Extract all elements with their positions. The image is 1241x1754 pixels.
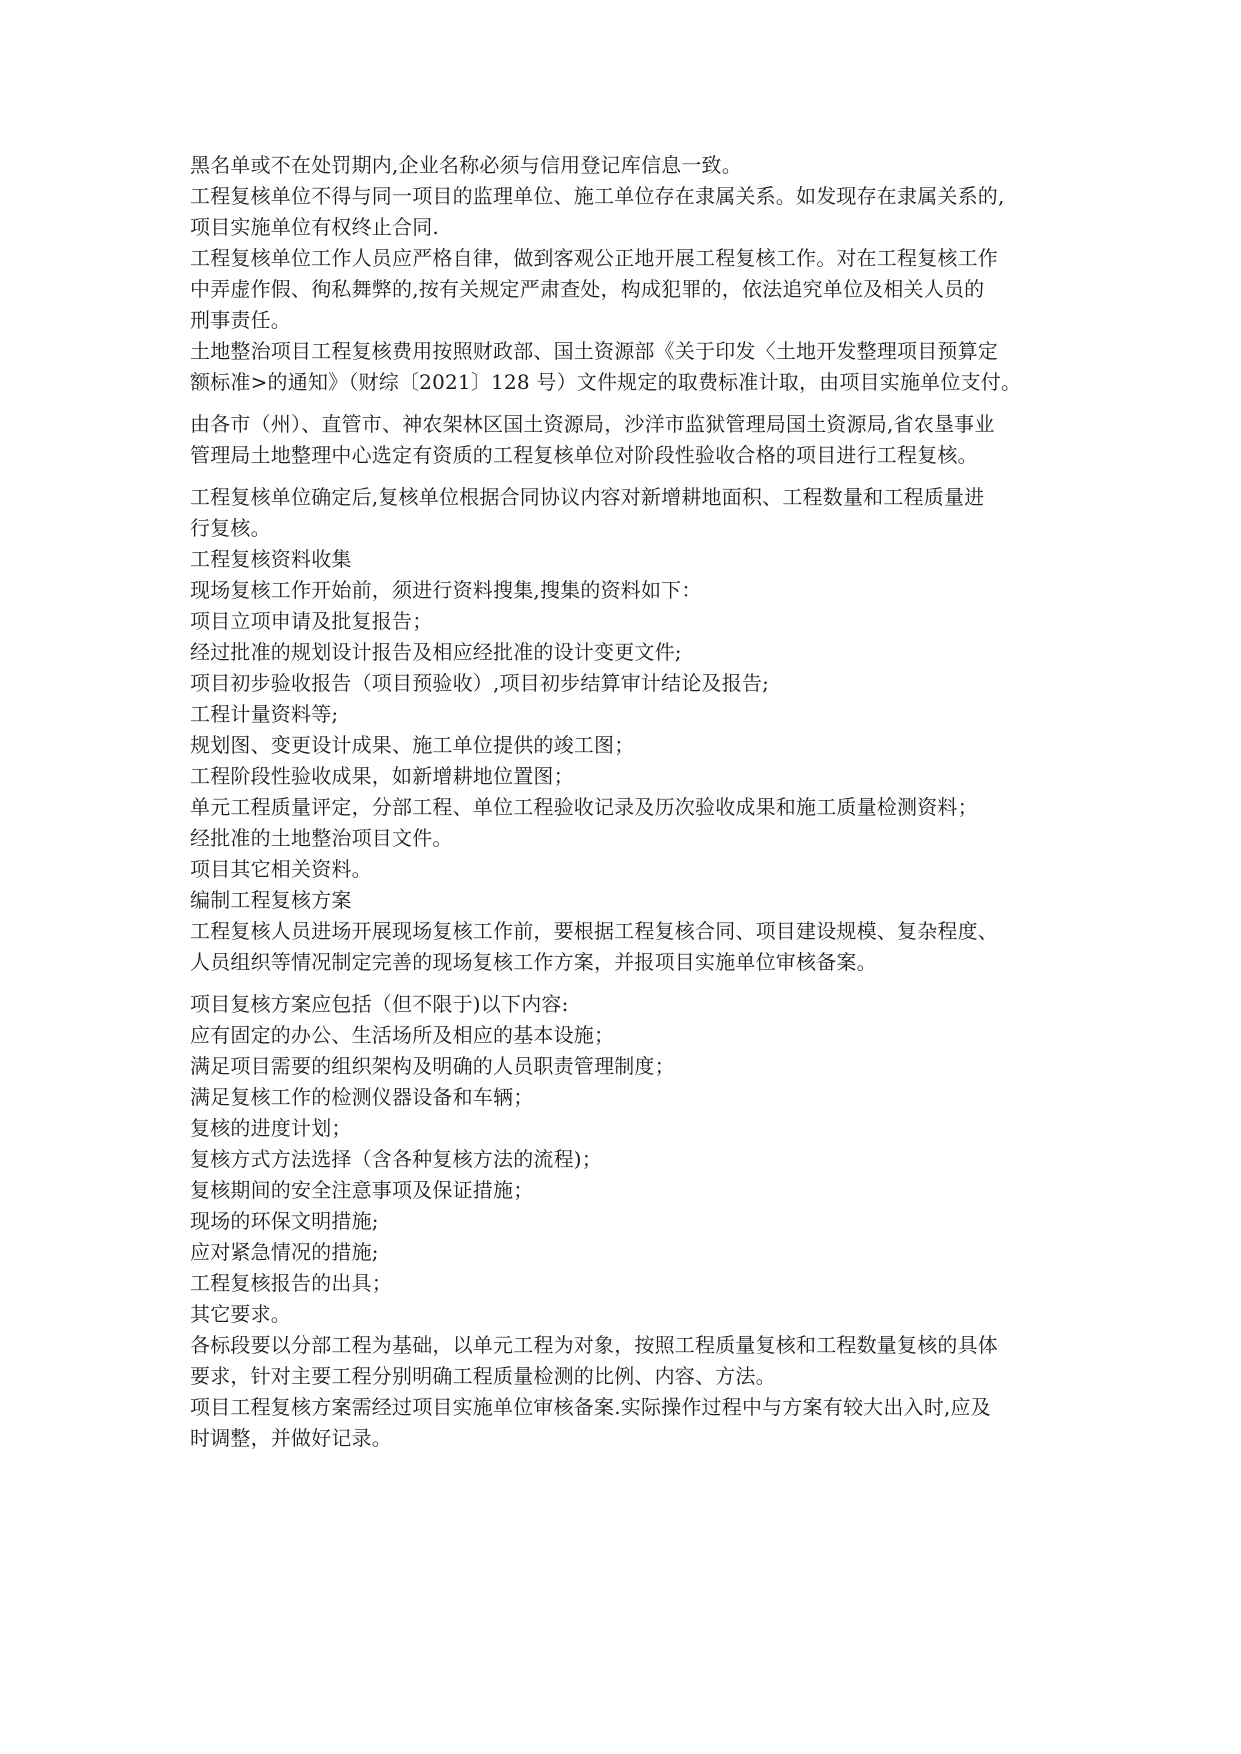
text-line: 管理局土地整理中心选定有资质的工程复核单位对阶段性验收合格的项目进行工程复核。 [190, 443, 978, 467]
document-body [190, 150, 1070, 1454]
list-item: 项目立项申请及批复报告； [190, 609, 433, 633]
text-line: 额标准>的通知》（财综〔2021〕128 号）文件规定的取费标准计取，由项目实施单位支付。 [190, 370, 1022, 394]
text-line: 黑名单或不在处罚期内,企业名称必须与信用登记库信息一致。 [190, 153, 742, 177]
list-item: 其它要求。 [190, 1302, 291, 1326]
text-line: 现场复核工作开始前，须进行资料搜集,搜集的资料如下： [190, 578, 702, 602]
section-heading: 工程复核资料收集 [190, 547, 352, 571]
text-line: 项目工程复核方案需经过项目实施单位审核备案.实际操作过程中与方案有较大出入时,应及 [190, 1395, 991, 1419]
list-item: 项目初步验收报告（项目预验收）,项目初步结算审计结论及报告; [190, 671, 770, 695]
list-item: 规划图、变更设计成果、施工单位提供的竣工图； [190, 733, 635, 757]
paragraph-gap [190, 471, 1070, 482]
section-heading: 编制工程复核方案 [190, 888, 352, 912]
paragraph-gap [190, 978, 1070, 989]
text-line: 工程复核单位不得与同一项目的监理单位、施工单位存在隶属关系。如发现存在隶属关系的, [190, 184, 1005, 208]
text-line: 人员组织等情况制定完善的现场复核工作方案，并报项目实施单位审核备案。 [190, 950, 877, 974]
text-line: 各标段要以分部工程为基础，以单元工程为对象，按照工程质量复核和工程数量复核的具体 [190, 1333, 998, 1357]
paragraph-gap [190, 398, 1070, 409]
list-item: 经过批准的规划设计报告及相应经批准的设计变更文件; [190, 640, 682, 664]
text-line: 工程复核单位确定后,复核单位根据合同协议内容对新增耕地面积、工程数量和工程质量进 [190, 485, 985, 509]
list-item: 工程阶段性验收成果，如新增耕地位置图； [190, 764, 574, 788]
text-line: 要求，针对主要工程分别明确工程质量检测的比例、内容、方法。 [190, 1364, 776, 1388]
list-item: 满足项目需要的组织架构及明确的人员职责管理制度； [190, 1054, 675, 1078]
list-item: 现场的环保文明措施; [190, 1209, 379, 1233]
text-line: 项目复核方案应包括（但不限于)以下内容: [190, 992, 569, 1016]
list-item: 复核方式方法选择（含各种复核方法的流程)； [190, 1147, 603, 1171]
list-item: 复核的进度计划； [190, 1116, 352, 1140]
list-item: 应对紧急情况的措施; [190, 1240, 379, 1264]
text-line: 项目实施单位有权终止合同. [190, 215, 439, 239]
list-item: 经批准的土地整治项目文件。 [190, 826, 453, 850]
list-item: 单元工程质量评定，分部工程、单位工程验收记录及历次验收成果和施工质量检测资料； [190, 795, 978, 819]
text-line: 土地整治项目工程复核费用按照财政部、国土资源部《关于印发〈土地开发整理项目预算定 [190, 339, 998, 363]
list-item: 工程计量资料等; [190, 702, 339, 726]
list-item: 复核期间的安全注意事项及保证措施； [190, 1178, 534, 1202]
list-item: 工程复核报告的出具； [190, 1271, 392, 1295]
text-line: 中弄虚作假、徇私舞弊的,按有关规定严肃查处，构成犯罪的，依法追究单位及相关人员的 [190, 277, 985, 301]
text-line: 工程复核单位工作人员应严格自律，做到客观公正地开展工程复核工作。对在工程复核工作 [190, 246, 998, 270]
text-line: 刑事责任。 [190, 308, 291, 332]
list-item: 项目其它相关资料。 [190, 857, 372, 881]
text-line: 工程复核人员进场开展现场复核工作前，要根据工程复核合同、项目建设规模、复杂程度、 [190, 919, 998, 943]
list-item: 满足复核工作的检测仪器设备和车辆； [190, 1085, 534, 1109]
list-item: 应有固定的办公、生活场所及相应的基本设施； [190, 1023, 615, 1047]
text-line: 时调整，并做好记录。 [190, 1426, 392, 1450]
text-line: 行复核。 [190, 516, 271, 540]
text-line: 由各市（州）、直管市、神农架林区国土资源局，沙洋市监狱管理局国土资源局,省农垦事业 [190, 412, 995, 436]
